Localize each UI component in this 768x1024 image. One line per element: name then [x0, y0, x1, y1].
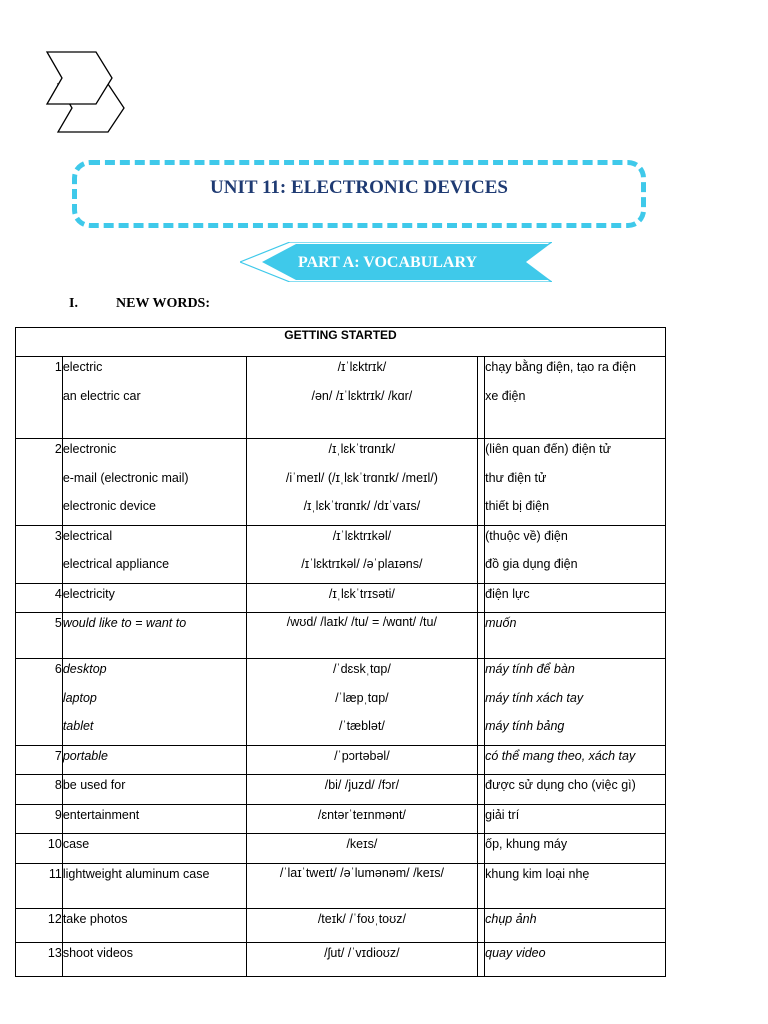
vietnamese-meaning: thiết bị điện [485, 499, 550, 513]
row-number-text: 5 [54, 616, 62, 630]
vocab-word-cell [62, 863, 246, 908]
vietnamese-meaning: máy tính xách tay [485, 690, 584, 705]
vocab-word: electric [62, 360, 103, 374]
row-number-text: 9 [54, 807, 62, 822]
vietnamese-meaning: chụp ảnh [485, 911, 537, 926]
vietnamese-meaning-cell [485, 775, 666, 805]
row-number [16, 942, 63, 976]
vietnamese-meaning-cell [485, 834, 666, 864]
vietnamese-meaning-cell [485, 439, 666, 526]
vocab-word-cell [62, 942, 246, 976]
vocab-word-cell [62, 659, 246, 746]
vietnamese-meaning: xe điện [485, 388, 526, 403]
vietnamese-meaning-cell [485, 745, 666, 775]
table-row [16, 775, 666, 805]
vocab-word: would like to = want to [62, 616, 187, 630]
ipa-transcription: /ʃut/ /ˈvɪdioʊz/ [324, 945, 400, 960]
ipa-transcription-cell [246, 908, 478, 942]
table-row [16, 439, 666, 526]
row-number [16, 583, 63, 613]
table-row [16, 357, 666, 439]
vocab-word: electricity [62, 586, 115, 601]
table-row [16, 834, 666, 864]
spacer-cell [478, 863, 485, 908]
vocab-word-cell [62, 525, 246, 583]
vocab-word: laptop [62, 690, 97, 705]
table-row [16, 659, 666, 746]
vocab-word-cell [62, 613, 246, 659]
spacer-cell [478, 775, 485, 805]
vocab-word: e-mail (electronic mail) [62, 470, 189, 485]
ipa-transcription-cell [246, 439, 478, 526]
ipa-transcription: /ɛntərˈteɪnmənt/ [317, 807, 406, 822]
ipa-transcription: /teɪk/ /ˈfoʊˌtoʊz/ [317, 911, 406, 926]
ipa-transcription-cell [246, 613, 478, 659]
row-number [16, 745, 63, 775]
spacer-cell [478, 525, 485, 583]
vocab-word-cell [62, 834, 246, 864]
row-number [16, 659, 63, 746]
spacer-cell [478, 804, 485, 834]
ipa-transcription-cell [246, 775, 478, 805]
vocab-word: entertainment [62, 807, 140, 822]
vocab-word: electrical [62, 528, 113, 543]
spacer-cell [478, 583, 485, 613]
vocab-word: electrical appliance [62, 557, 170, 571]
ipa-transcription-cell [246, 942, 478, 976]
vocab-word-cell [62, 357, 246, 439]
table-row [16, 525, 666, 583]
vietnamese-meaning-cell [485, 942, 666, 976]
section-number: I. [69, 296, 78, 311]
ipa-transcription: /iˈmeɪl/ (/ɪˌlɛkˈtrɑnɪk/ /meɪl/) [285, 470, 438, 485]
vocab-word: desktop [62, 662, 107, 676]
vietnamese-meaning: khung kim loại nhẹ [485, 866, 590, 881]
vocab-word: electronic [62, 442, 117, 456]
spacer-cell [478, 942, 485, 976]
spacer-cell [478, 659, 485, 746]
table-row [16, 863, 666, 908]
table-row [16, 804, 666, 834]
row-number-text: 10 [47, 837, 62, 851]
ipa-transcription-cell [246, 804, 478, 834]
row-number-text: 7 [54, 748, 62, 763]
ipa-transcription: /ˈlæpˌtɑp/ [335, 690, 389, 705]
vocab-word: electronic device [62, 499, 156, 513]
ipa-transcription-cell [246, 583, 478, 613]
ipa-transcription: /ɪˌlɛkˈtrɪsəti/ [328, 586, 395, 601]
vocab-word: take photos [62, 911, 128, 926]
row-number [16, 834, 63, 864]
spacer-cell [478, 357, 485, 439]
ipa-transcription: /ɪˈlɛktrɪkəl/ /əˈplaɪəns/ [301, 557, 423, 571]
spacer-cell [478, 745, 485, 775]
vocab-word: be used for [62, 778, 126, 792]
ipa-transcription-cell [246, 659, 478, 746]
spacer-cell [478, 439, 485, 526]
vocab-word: tablet [62, 719, 94, 733]
ipa-transcription: /ˈdɛskˌtɑp/ [332, 662, 391, 676]
vocab-word-cell [62, 745, 246, 775]
vietnamese-meaning: (thuộc về) điện [485, 528, 568, 543]
row-number [16, 908, 63, 942]
row-number [16, 613, 63, 659]
ipa-transcription: /bi/ /juzd/ /fɔr/ [324, 778, 400, 792]
unit-title: UNIT 11: ELECTRONIC DEVICES [210, 177, 508, 198]
vietnamese-meaning: thư điện tử [485, 470, 547, 485]
vocab-word: case [62, 837, 90, 851]
vietnamese-meaning: đồ gia dụng điện [485, 557, 578, 571]
vocabulary-table [15, 327, 666, 977]
vietnamese-meaning: muốn [485, 616, 517, 630]
vietnamese-meaning: ốp, khung máy [485, 837, 568, 851]
row-number-text: 12 [47, 911, 62, 926]
row-number-text: 2 [54, 442, 62, 456]
table-row [16, 613, 666, 659]
vietnamese-meaning-cell [485, 525, 666, 583]
ipa-transcription: /ɪˈlɛktrɪkəl/ [332, 528, 392, 543]
row-number-text: 13 [47, 945, 62, 960]
spacer-cell [478, 908, 485, 942]
vocabulary-table-body [16, 357, 666, 977]
vietnamese-meaning: có thể mang theo, xách tay [485, 748, 636, 763]
ipa-transcription: /ɪˌlɛkˈtrɑnɪk/ /dɪˈvaɪs/ [303, 499, 421, 513]
row-number [16, 775, 63, 805]
vietnamese-meaning: máy tính bảng [485, 719, 565, 733]
ipa-transcription: /ˈpɔrtəbəl/ [334, 748, 390, 763]
ipa-transcription: /wʊd/ /laɪk/ /tu/ = /wɑnt/ /tu/ [286, 615, 437, 629]
ipa-transcription-cell [246, 525, 478, 583]
vietnamese-meaning-cell [485, 659, 666, 746]
vietnamese-meaning: máy tính để bàn [485, 662, 575, 676]
ipa-transcription-cell [246, 745, 478, 775]
vietnamese-meaning-cell [485, 613, 666, 659]
vietnamese-meaning-cell [485, 583, 666, 613]
row-number-text: 8 [54, 778, 62, 792]
table-heading: GETTING STARTED [16, 328, 666, 357]
vocab-word-cell [62, 775, 246, 805]
part-label: PART A: VOCABULARY [298, 254, 478, 271]
row-number-text: 1 [54, 360, 62, 374]
row-number-text: 11 [48, 866, 62, 881]
row-number [16, 863, 63, 908]
vietnamese-meaning: chạy bằng điện, tạo ra điện [485, 360, 636, 374]
vocab-word: shoot videos [62, 945, 133, 960]
vietnamese-meaning: điện lực [485, 586, 530, 601]
vocab-word-cell [62, 583, 246, 613]
table-row [16, 942, 666, 976]
ipa-transcription-cell [246, 357, 478, 439]
row-number-text: 3 [54, 528, 62, 543]
vocab-word-cell [62, 439, 246, 526]
row-number [16, 525, 63, 583]
ipa-transcription: /ən/ /ɪˈlɛktrɪk/ /kɑr/ [311, 388, 413, 403]
ipa-transcription-cell [246, 863, 478, 908]
table-row [16, 583, 666, 613]
vocab-word: an electric car [62, 388, 141, 403]
vietnamese-meaning: (liên quan đến) điện tử [485, 442, 611, 456]
row-number [16, 439, 63, 526]
vocab-word: lightweight aluminum case [62, 866, 210, 881]
chevron-logo-icon [44, 50, 128, 136]
vietnamese-meaning-cell [485, 863, 666, 908]
row-number [16, 357, 63, 439]
table-row [16, 908, 666, 942]
spacer-cell [478, 613, 485, 659]
ipa-transcription: /ˈlaɪˈtweɪt/ /əˈlumənəm/ /keɪs/ [279, 865, 444, 880]
ipa-transcription: /keɪs/ [346, 837, 378, 851]
vietnamese-meaning: được sử dụng cho (việc gì) [485, 778, 636, 792]
vietnamese-meaning-cell [485, 908, 666, 942]
ipa-transcription-cell [246, 834, 478, 864]
spacer-cell [478, 834, 485, 864]
vietnamese-meaning: giải trí [485, 807, 520, 822]
row-number [16, 804, 63, 834]
vietnamese-meaning-cell [485, 804, 666, 834]
vocab-word-cell [62, 908, 246, 942]
vietnamese-meaning-cell [485, 357, 666, 439]
ipa-transcription: /ɪˈlɛktrɪk/ [337, 360, 387, 374]
row-number-text: 4 [54, 586, 62, 601]
section-title: NEW WORDS: [116, 296, 211, 311]
vocab-word: portable [62, 748, 108, 763]
ipa-transcription: /ˈtæblət/ [338, 719, 385, 733]
vietnamese-meaning: quay video [485, 945, 546, 960]
row-number-text: 6 [54, 662, 62, 676]
ipa-transcription: /ɪˌlɛkˈtrɑnɪk/ [328, 442, 396, 456]
vocab-word-cell [62, 804, 246, 834]
table-row [16, 745, 666, 775]
